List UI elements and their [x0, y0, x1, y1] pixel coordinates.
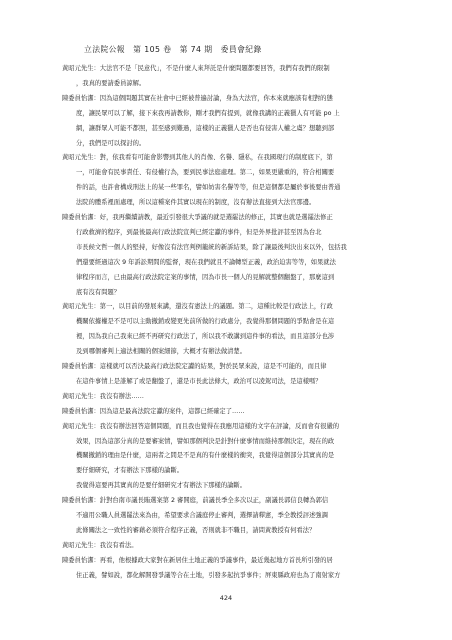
text-line: 此條關法之一致性的審藉必須符合程序正義，否則就非不職目，請問黃教授有何看法？ — [76, 526, 316, 534]
text-line: 我覺得這要再其實真的是要仔細研究才有辦法下那樣的論斷。 — [76, 482, 247, 490]
text-line: 黃昭元先生：我沒有辦法…… — [62, 392, 144, 400]
text-line: 陳委員怡潔：這樣就可以否決最高行政法院定讞的結果，對於民眾來說，這是不可能的，而且律 — [62, 363, 327, 370]
text-line: 一，可能會有民事責任、有侵權行為，要到民事法庭處理。第二，如果更嚴重的，符合相關要 — [76, 169, 335, 177]
text-line: 在這件事情上是誰解了或是翻盤了，還是市長此法條大，政治可以凌駕司法，是這樣嗎？ — [76, 377, 322, 385]
text-line: 陳委員怡潔：再看，他根據政大家對在新居住土地正義的爭議事件，最近幾起地方首長所引發的居 — [62, 556, 333, 564]
text-line: 不適用公職人員選罷法來為由，希望要求合議庭停止審判，選擇請釋憲，季全教授評述強調 — [76, 512, 328, 519]
text-line: ，我真的要請委員諒解。 — [76, 79, 146, 87]
text-line: 律程序而言，已由最高行政法院定案的事情，因為市長一個人的見解就整個翻盤了，那麼這到 — [76, 273, 335, 281]
text-line: 陳委員怡潔：好，我再繼續請教，最近引發很大爭議的就是選罷法的修正，其實也就是選罷法修正 — [62, 214, 333, 221]
text-line: 黃昭元先生：大法官不是「民意代」，不是什麼人來拜託是什麼問題都要回答，我們有我們的限制 — [62, 65, 330, 72]
text-line: 裡，因為我自己我來已經不再研究行政法了，所以我不敢講到這件事的看法，而且這部分也涉 — [76, 333, 335, 341]
text-line: 黃昭元先生：對，依我看有可能會影響到其他人的肖像、名譽、隱私，在我國現行的制度底下，第 — [62, 154, 333, 162]
text-line: 件的話，也許會構成刑法上的某一些罪名，譬如妨害名譽等等，但是這個都是屬於事後要由普通 — [76, 184, 341, 192]
text-line: 及到哪個審判上適法相關的個案細節，大概才有辦法做清楚。 — [76, 348, 247, 356]
page-number: 424 — [219, 594, 233, 602]
text-line: 機關依據權是不是可以主動撤銷或變更先前所做的行政處分，我覺得那個問題的爭點會是在這 — [76, 318, 335, 326]
text-line: 底有沒有問題？ — [76, 288, 121, 296]
text-line: 分，我們是可以探討的。 — [76, 139, 146, 147]
text-line: 陳委員怡潔：因為這是最高法院定讞的案件，這都已經確定了…… — [62, 407, 245, 415]
text-line: 效果，因為這部分真的是要審案情，譬如那個判決是針對什麼事情而維持那個決定，現在的政 — [76, 437, 335, 445]
text-line: 陳委員怡潔：針對台南市議長賄選案第 2 審開庭，前議長季全多次以正，副議長郭信良轉為郭信 — [62, 497, 329, 505]
gazette-header: 立法院公報 第 105 卷 第 74 期 委員會紀錄 — [84, 45, 262, 54]
text-line: 黃昭元先生：我沒有辦法回答這個問題，而且我也覺得在我應用這樣的文字在評論，反而會有很嚴的 — [62, 422, 340, 430]
text-line: 市長候文哲一個人的堅持，好像沒有法官判例籠統的新訴結果，除了讓最後判決出來以外，包括我 — [76, 243, 347, 251]
text-line: 黃昭元先生：我沒有看法。 — [62, 541, 138, 549]
text-line: 要仔細研究，才有辦法下那樣的論斷。 — [76, 467, 184, 475]
text-line: 度，讓民眾可以了解，接下來我再請教你，剛才我們有提到，就像我講的正義獵人有可能 po 上 — [76, 109, 340, 117]
text-line: 機關撤銷的理由是什麼，這兩者之間是不是真的有什麼樣的衝突，我覺得這個部分其實真的是 — [76, 452, 335, 460]
text-line: 法院的體系裡面處理，所以這種案件其實以現在的制度，沒有辦法直接到大法官那邊。 — [76, 199, 316, 207]
text-line: 住正義，譬如說，都化解開發爭議等合在土地，引發多起抗爭事件；屏東縣政府也為了南射家方 — [76, 571, 341, 579]
text-line: 陳委員怡潔：因為這個問題其實在社會中已經被普遍討論，身為大法官，你本來就應該有相對的態 — [62, 94, 333, 102]
text-line: 們還要經過這次 9 年訴訟期間的監督，現在我們就且不論轉型正義，政治迫害等等，如果就法 — [76, 258, 336, 266]
text-line: 黃昭元先生：第一，以目前的發展來講，還沒有憲法上的議題。第二，這種比較是行政法上，行政 — [62, 303, 333, 311]
text-line: 行政救濟的程序，到最後最高行政法院宣判已經定讞的事件，但是外界批評甚至因為台北 — [76, 228, 322, 236]
text-line: 網，讓群眾人可能不都照，甚至感到難過，這樣的正義獵人是否也有侵害人權之虞？想聽到部 — [76, 124, 335, 132]
